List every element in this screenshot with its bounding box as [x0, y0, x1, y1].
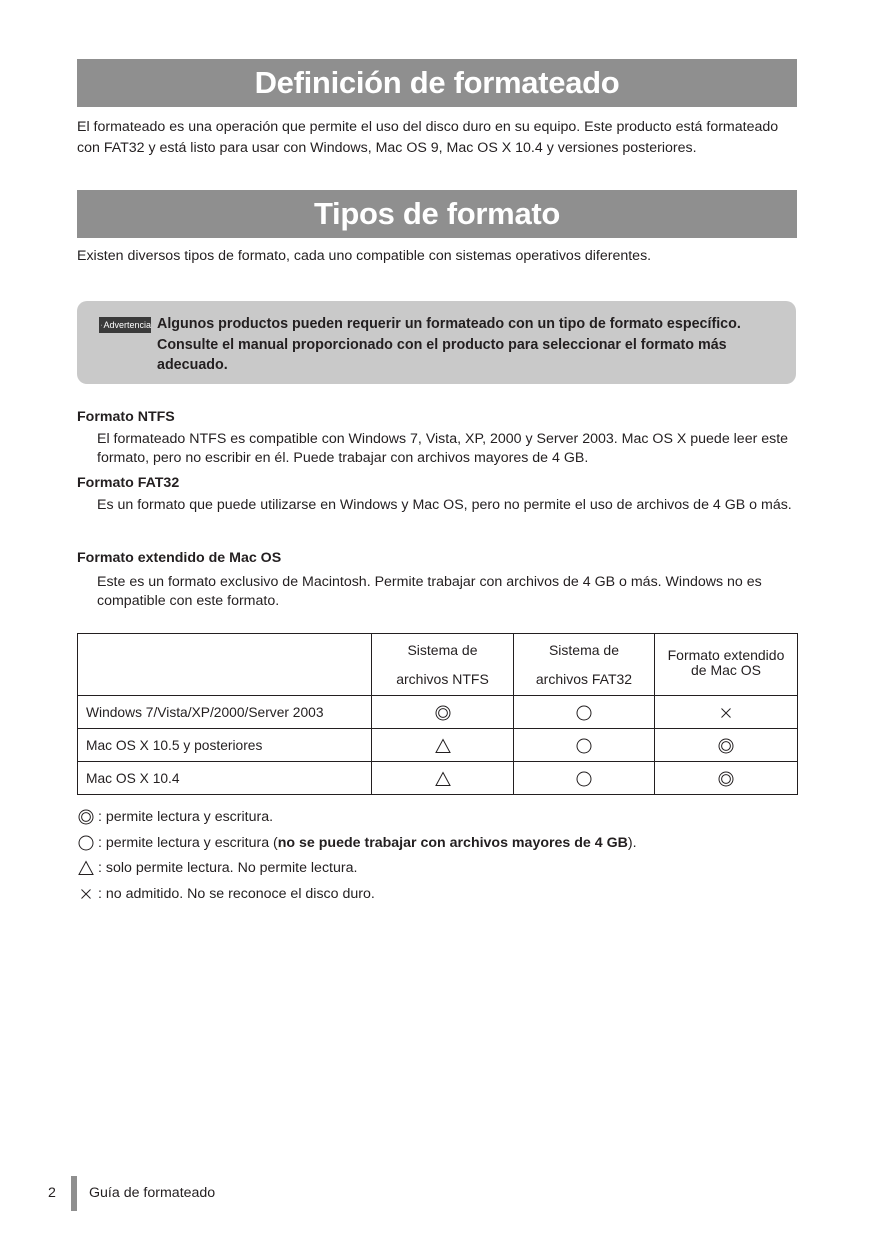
footer-divider [71, 1176, 77, 1211]
cross-icon [719, 706, 733, 720]
section-title-tipos: Tipos de formato [77, 190, 797, 238]
triangle-icon [77, 860, 94, 877]
circle-icon [576, 738, 592, 754]
table-cell-symbol [655, 696, 798, 729]
header-fat32-line1: Sistema de [548, 641, 620, 658]
table-row [78, 696, 798, 729]
circle-icon [576, 705, 592, 721]
definicion-paragraph: El formateado es una operación que permite el uso del disco duro en su equipo. Este producto está formateado con FAT32 y está listo para usar con Windows, Mac OS 9, Mac OS X 10.4 y versiones posteriores. [77, 119, 779, 156]
double-circle-icon [718, 771, 734, 787]
header-fat32-line2: archivos FAT32 [535, 670, 633, 687]
table-header-row [78, 634, 798, 696]
table-header-empty [78, 634, 372, 696]
warning-badge [99, 317, 151, 333]
header-ntfs-line1: Sistema de [407, 641, 478, 658]
warning-triangle-icon [101, 319, 102, 331]
section-title-definicion: Definición de formateado [77, 59, 797, 107]
table-row-os: Mac OS X 10.5 y posteriores [78, 729, 372, 762]
table-row-os: Mac OS X 10.4 [78, 762, 372, 795]
table-cell-symbol [372, 762, 514, 795]
table-row [78, 762, 798, 795]
legend-circle-text-bold: no se puede trabajar con archivos mayores de 4 GB [277, 835, 628, 851]
circle-icon [77, 835, 94, 852]
format-fat32-description: Es un formato que puede utilizarse en Windows y Mac OS, pero no permite el uso de archivos de 4 GB o más. [97, 497, 792, 513]
double-circle-icon [435, 705, 451, 721]
table-header-macos [655, 634, 798, 696]
table-row-os: Windows 7/Vista/XP/2000/Server 2003 [78, 696, 372, 729]
legend-triangle [77, 858, 357, 878]
format-ntfs-description: El formateado NTFS es compatible con Windows 7, Vista, XP, 2000 y Server 2003. Mac OS X puede leer este formato, pero no escribir en él. Puede trabajar con archivos mayores de 4 GB. [97, 431, 789, 466]
table-cell-symbol [514, 696, 655, 729]
header-macos-text: Formato extendido de Mac OS [667, 646, 785, 678]
legend-double-circle [77, 807, 273, 827]
table-cell-symbol [372, 729, 514, 762]
warning-text: Algunos productos pueden requerir un formateado con un tipo de formato específico. Consulte el manual proporcionado con el producto para seleccionar el formato más adecuado. [157, 316, 741, 373]
legend-cross-text: : no admitido. No se reconoce el disco duro. [98, 886, 375, 902]
table-header-fat32 [514, 634, 655, 696]
legend-circle-text-post: ). [627, 835, 637, 851]
page-number: 2 [48, 1185, 56, 1201]
compatibility-table [77, 633, 798, 795]
format-fat32-heading: Formato FAT32 [77, 475, 180, 491]
table-cell-symbol [514, 729, 655, 762]
format-macos-description: Este es un formato exclusivo de Macintosh. Permite trabajar con archivos de 4 GB o más. Windows no es compatible con este formato. [97, 574, 762, 609]
table-row [78, 729, 798, 762]
format-macos-heading: Formato extendido de Mac OS [77, 550, 282, 566]
table-header-ntfs [372, 634, 514, 696]
format-ntfs-heading: Formato NTFS [77, 409, 175, 425]
table-cell-symbol [514, 762, 655, 795]
footer-title: Guía de formateado [89, 1185, 216, 1201]
legend-double-circle-text: : permite lectura y escritura. [98, 809, 274, 825]
legend-circle-text-pre: : permite lectura y escritura ( [98, 835, 278, 851]
double-circle-icon [718, 738, 734, 754]
header-ntfs-line2: archivos NTFS [396, 670, 489, 687]
cross-icon [77, 886, 94, 903]
warning-badge-label: Advertencia [103, 320, 151, 330]
legend-circle [77, 833, 637, 853]
legend-cross [77, 884, 375, 904]
double-circle-icon [77, 809, 94, 826]
table-cell-symbol [372, 696, 514, 729]
triangle-icon [435, 738, 451, 754]
warning-box [77, 301, 796, 384]
legend-triangle-text: : solo permite lectura. No permite lectura. [98, 860, 358, 876]
tipos-paragraph: Existen diversos tipos de formato, cada uno compatible con sistemas operativos diferentes. [77, 248, 652, 264]
triangle-icon [435, 771, 451, 787]
table-cell-symbol [655, 729, 798, 762]
circle-icon [576, 771, 592, 787]
table-cell-symbol [655, 762, 798, 795]
